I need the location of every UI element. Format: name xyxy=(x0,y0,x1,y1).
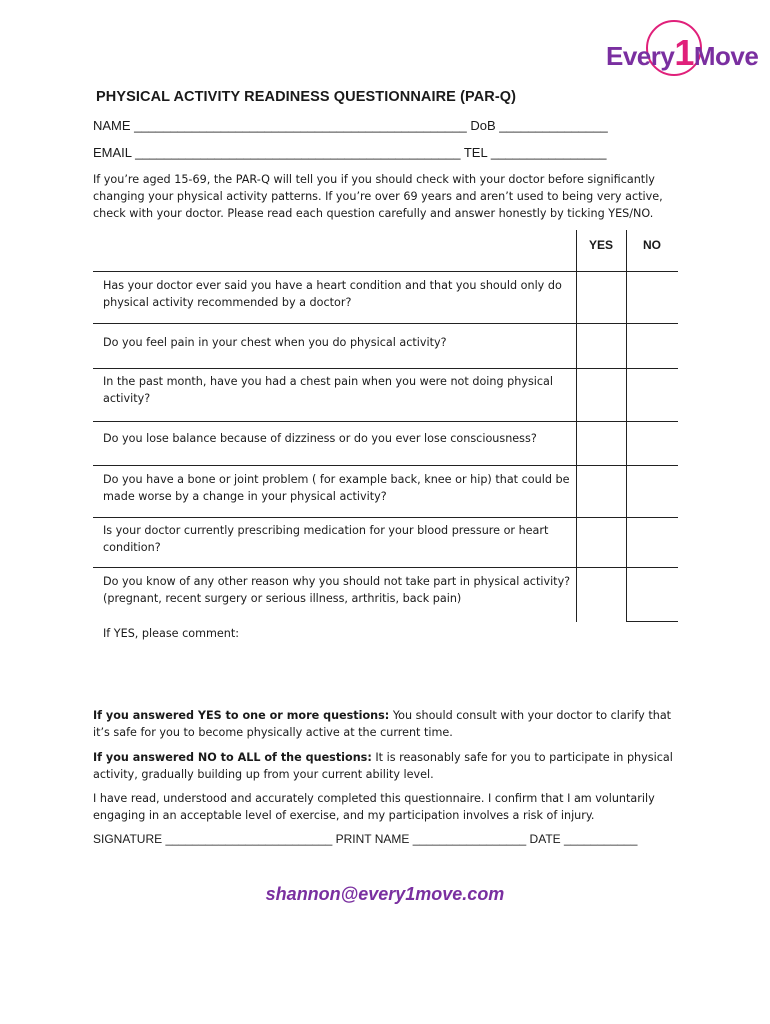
no-column-header: NO xyxy=(643,238,661,252)
question-3: In the past month, have you had a chest pain when you were not doing physical activity? xyxy=(103,375,554,405)
q1-yes-cell[interactable] xyxy=(577,272,626,323)
contact-email[interactable]: shannon@every1move.com xyxy=(265,884,505,904)
q6-no-cell[interactable] xyxy=(627,518,678,567)
q3-no-cell[interactable] xyxy=(627,369,678,421)
intro-paragraph: If you’re aged 15-69, the PAR-Q will tell you if you should check with your doctor before significantly changing your physical activity patterns. If you’re over 69 years and aren’t used to being very active, check with your doctor. Please read each question carefully and answer honestly by ticking YES/NO. xyxy=(93,173,663,220)
q1-no-cell[interactable] xyxy=(627,272,678,323)
question-7: Do you know of any other reason why you should not take part in physical activity? (pregnant, recent surgery or serious illness, arthritis, back pain) xyxy=(103,575,571,605)
signature-fields[interactable]: SIGNATURE _________________________ PRINT NAME _________________ DATE ___________ xyxy=(93,832,638,846)
question-5: Do you have a bone or joint problem ( for example back, knee or hip) that could be made worse by a change in your physical activity? xyxy=(103,473,570,503)
question-6: Is your doctor currently prescribing medication for your blood pressure or heart condition? xyxy=(103,524,549,554)
q4-no-cell[interactable] xyxy=(627,422,678,465)
q3-yes-cell[interactable] xyxy=(577,369,626,421)
q4-yes-cell[interactable] xyxy=(577,422,626,465)
page-title: PHYSICAL ACTIVITY READINESS QUESTIONNAIRE (PAR-Q) xyxy=(96,89,517,105)
declaration: I have read, understood and accurately completed this questionnaire. I confirm that I am voluntarily engaging in an acceptable level of exercise, and my participation involves a risk of injury. xyxy=(93,792,655,822)
no-guidance: If you answered NO to ALL of the questions: It is reasonably safe for you to participate in physical activity, gradually building up from your current ability level. xyxy=(93,751,673,781)
q7-yes-cell[interactable] xyxy=(577,568,626,621)
question-2: Do you feel pain in your chest when you do physical activity? xyxy=(103,336,447,349)
name-dob-fields[interactable]: NAME ______________________________________________ DoB _______________ xyxy=(93,118,608,133)
q2-no-cell[interactable] xyxy=(627,324,678,368)
comment-area[interactable] xyxy=(93,645,678,695)
q6-yes-cell[interactable] xyxy=(577,518,626,567)
q7-no-cell[interactable] xyxy=(627,568,678,621)
every1move-logo xyxy=(606,18,759,84)
question-1: Has your doctor ever said you have a heart condition and that you should only do physical activity recommended by a doctor? xyxy=(103,279,562,309)
email-tel-fields[interactable]: EMAIL _____________________________________________ TEL ________________ xyxy=(93,145,607,160)
q5-no-cell[interactable] xyxy=(627,466,678,517)
row-divider xyxy=(626,621,678,622)
q2-yes-cell[interactable] xyxy=(577,324,626,368)
yes-guidance: If you answered YES to one or more questions: You should consult with your doctor to clarify that it’s safe for you to become physically active at the current time. xyxy=(93,709,672,739)
yes-column-header: YES xyxy=(589,238,614,252)
question-4: Do you lose balance because of dizziness or do you ever lose consciousness? xyxy=(103,432,537,445)
logo-text: Every1Move xyxy=(606,32,759,73)
comment-label: If YES, please comment: xyxy=(103,627,240,640)
q5-yes-cell[interactable] xyxy=(577,466,626,517)
